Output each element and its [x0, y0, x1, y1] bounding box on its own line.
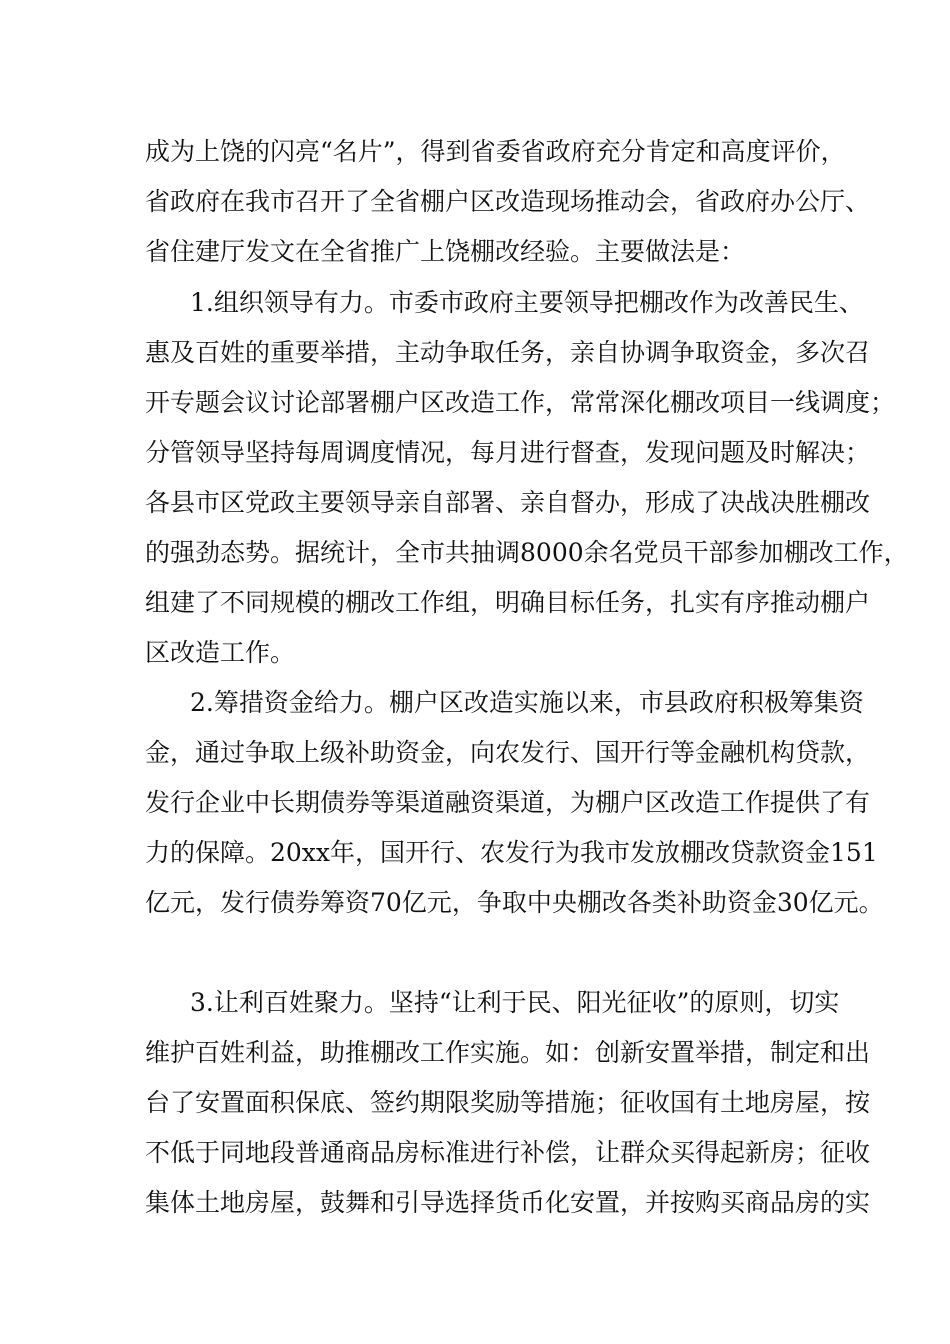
paragraph-2-start: 2.筹措资金给力。棚户区改造实施以来，市县政府积极筹集资	[190, 688, 864, 717]
text-line: 金，通过争取上级补助资金，向农发行、国开行等金融机构贷款，	[145, 738, 871, 767]
text-line: 惠及百姓的重要举措，主动争取任务，亲自协调争取资金，多次召	[145, 338, 871, 367]
text-line: 发行企业中长期债券等渠道融资渠道，为棚户区改造工作提供了有	[145, 788, 871, 817]
text-line: 的强劲态势。据统计，全市共抽调8000余名党员干部参加棚改工作，	[145, 538, 909, 567]
text-line: 力的保障。20xx年，国开行、农发行为我市发放棚改贷款资金151	[145, 838, 878, 867]
paragraph-1-start: 1.组织领导有力。市委市政府主要领导把棚改作为改善民生、	[190, 288, 864, 317]
text-line: 各县市区党政主要领导亲自部署、亲自督办，形成了决战决胜棚改	[145, 488, 871, 517]
text-line: 区改造工作。	[145, 638, 296, 667]
text-line: 组建了不同规模的棚改工作组，明确目标任务，扎实有序推动棚户	[145, 588, 871, 617]
text-line: 集体土地房屋，鼓舞和引导选择货币化安置，并按购买商品房的实	[145, 1188, 871, 1217]
text-line: 省政府在我市召开了全省棚户区改造现场推动会，省政府办公厅、	[145, 187, 871, 216]
text-line: 维护百姓利益，助推棚改工作实施。如：创新安置举措，制定和出	[145, 1038, 871, 1067]
text-line: 分管领导坚持每周调度情况，每月进行督查，发现问题及时解决；	[145, 438, 871, 467]
text-line: 成为上饶的闪亮“名片”，得到省委省政府充分肯定和高度评价，	[145, 137, 846, 166]
text-line: 省住建厅发文在全省推广上饶棚改经验。主要做法是：	[145, 237, 746, 266]
text-line: 开专题会议讨论部署棚户区改造工作，常常深化棚改项目一线调度；	[145, 388, 896, 417]
text-line: 亿元，发行债券筹资70亿元，争取中央棚改各类补助资金30亿元。	[145, 888, 884, 917]
text-line: 不低于同地段普通商品房标准进行补偿，让群众买得起新房；征收	[145, 1138, 871, 1167]
text-line: 台了安置面积保底、签约期限奖励等措施；征收国有土地房屋，按	[145, 1088, 871, 1117]
paragraph-3-start: 3.让利百姓聚力。坚持“让利于民、阳光征收”的原则，切实	[190, 988, 840, 1017]
